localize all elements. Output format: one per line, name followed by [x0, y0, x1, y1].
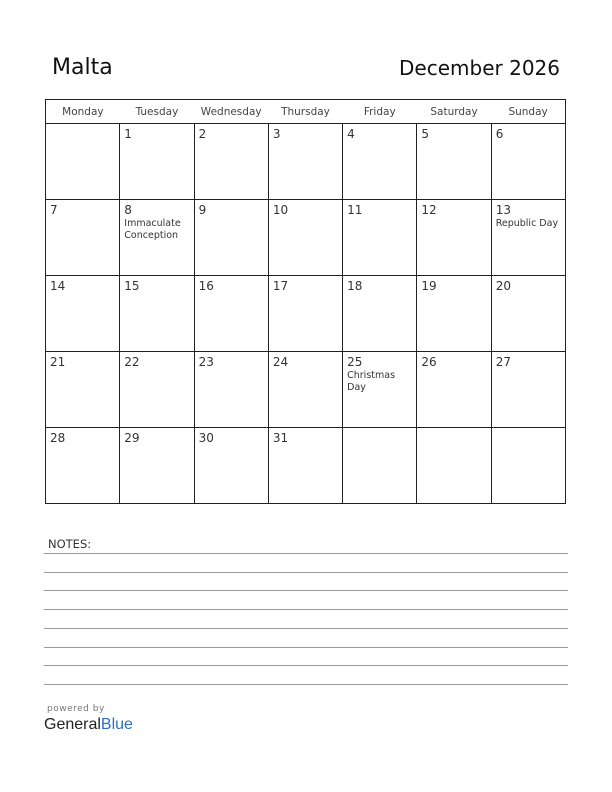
note-line — [44, 553, 568, 554]
country-title: Malta — [52, 55, 113, 80]
brand-general: General — [44, 716, 101, 733]
day-number: 5 — [421, 127, 430, 141]
day-cell — [46, 352, 120, 428]
day-cell — [417, 352, 491, 428]
day-cell — [343, 428, 417, 504]
day-cell — [120, 276, 194, 352]
day-cell — [343, 276, 417, 352]
note-line — [44, 665, 568, 666]
note-line — [44, 609, 568, 610]
day-number: 19 — [421, 279, 437, 293]
holiday-label: Immaculate Conception — [124, 218, 181, 241]
day-number: 1 — [124, 127, 132, 141]
week-row — [46, 428, 566, 504]
day-cell — [268, 200, 342, 276]
day-cell — [120, 428, 194, 504]
day-cell — [194, 200, 268, 276]
weekday-thursday: Thursday — [268, 100, 342, 124]
day-cell — [120, 200, 194, 276]
day-number: 7 — [50, 203, 58, 217]
note-line — [44, 590, 568, 591]
powered-by-text: powered by — [47, 704, 105, 714]
note-line — [44, 647, 568, 648]
day-number: 31 — [272, 431, 289, 445]
day-cell — [491, 200, 565, 276]
day-cell — [343, 124, 417, 200]
note-line — [44, 628, 568, 629]
day-number: 4 — [347, 127, 355, 141]
brand-blue: Blue — [100, 716, 133, 733]
day-number: 11 — [347, 203, 363, 217]
day-number: 15 — [124, 279, 140, 293]
day-number: 3 — [272, 127, 281, 141]
day-cell — [120, 352, 194, 428]
day-cell — [194, 124, 268, 200]
day-number: 17 — [272, 279, 289, 293]
day-cell — [417, 124, 491, 200]
day-number: 29 — [124, 431, 140, 445]
calendar-grid — [45, 99, 566, 504]
day-number: 2 — [198, 127, 207, 141]
day-cell — [491, 276, 565, 352]
day-number: 12 — [421, 203, 437, 217]
day-number: 9 — [198, 203, 207, 217]
day-cell — [417, 200, 491, 276]
day-cell — [268, 276, 342, 352]
day-number: 6 — [495, 127, 504, 141]
weekday-friday: Friday — [343, 100, 417, 124]
note-line — [44, 572, 568, 573]
day-cell — [46, 428, 120, 504]
week-row — [46, 200, 566, 276]
day-cell — [343, 200, 417, 276]
day-cell — [268, 352, 342, 428]
weekday-monday: Monday — [46, 100, 120, 124]
holiday-label: Republic Day — [495, 218, 559, 229]
day-number: 18 — [347, 279, 363, 293]
day-cell — [268, 124, 342, 200]
day-number: 25 — [347, 355, 363, 369]
day-number: 16 — [198, 279, 214, 293]
day-cell — [417, 276, 491, 352]
day-cell — [194, 276, 268, 352]
weekday-wednesday: Wednesday — [194, 100, 268, 124]
holiday-label: Christmas Day — [347, 370, 396, 393]
day-cell — [268, 428, 342, 504]
day-number: 24 — [272, 355, 289, 369]
weekday-sunday: Sunday — [491, 100, 565, 124]
day-cell — [46, 276, 120, 352]
week-row — [46, 276, 566, 352]
day-number: 30 — [198, 431, 214, 445]
day-number: 13 — [495, 203, 511, 217]
day-number: 8 — [124, 203, 132, 217]
day-cell — [491, 124, 565, 200]
day-cell — [46, 200, 120, 276]
day-number: 28 — [50, 431, 66, 445]
day-number: 27 — [495, 355, 511, 369]
day-cell — [491, 428, 565, 504]
weekday-header-row — [46, 100, 566, 124]
week-row — [46, 124, 566, 200]
day-cell — [343, 352, 417, 428]
brand-logo[interactable] — [44, 716, 133, 734]
day-number: 23 — [198, 355, 214, 369]
day-number: 20 — [495, 279, 511, 293]
note-line — [44, 684, 568, 685]
weekday-tuesday: Tuesday — [120, 100, 194, 124]
weekday-saturday: Saturday — [417, 100, 491, 124]
day-cell — [46, 124, 120, 200]
day-cell — [120, 124, 194, 200]
day-number: 26 — [421, 355, 437, 369]
notes-label: NOTES: — [48, 537, 92, 551]
day-number: 22 — [124, 355, 140, 369]
day-number: 10 — [272, 203, 289, 217]
day-cell — [417, 428, 491, 504]
day-cell — [491, 352, 565, 428]
day-number: 21 — [50, 355, 66, 369]
day-cell — [194, 352, 268, 428]
day-cell — [194, 428, 268, 504]
week-row — [46, 352, 566, 428]
month-title: December 2026 — [399, 56, 560, 80]
day-number: 14 — [50, 279, 66, 293]
